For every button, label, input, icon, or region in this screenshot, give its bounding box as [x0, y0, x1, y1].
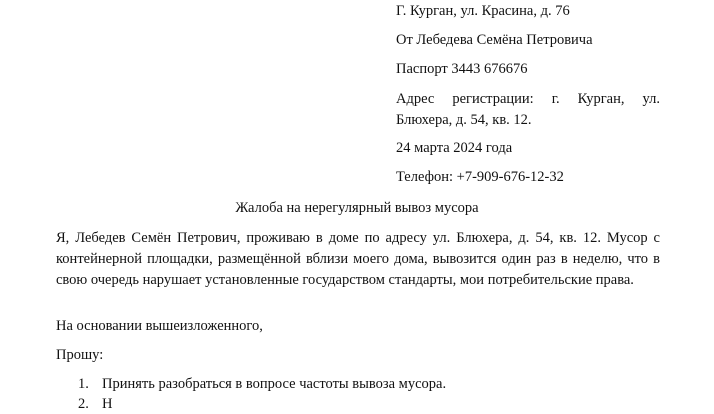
header-date-line: 24 марта 2024 года — [396, 140, 513, 156]
list-item-text: Принять разобраться в вопросе частоты вывоза мусора. — [102, 376, 447, 392]
document-title: Жалоба на нерегулярный вывоз мусора — [235, 200, 479, 216]
request-heading: Прошу: — [56, 347, 104, 363]
list-item-text: Н — [102, 396, 113, 412]
complaint-paragraph: Я, Лебедев Семён Петрович, проживаю в доме по адресу ул. Блюхера, д. 54, кв. 12. Мусор с контейнерной площадки, размещённой вблизи моего дома, вывозится один раз в неделю, что в свою очередь нарушает установленные государством стандарты, мои потребительские права. — [56, 230, 660, 288]
header-phone-line: Телефон: +7-909-676-12-32 — [396, 169, 564, 185]
header-registration-line: Адрес регистрации: г. Курган, ул. Блюхера, д. 54, кв. 12. — [396, 91, 660, 128]
list-item — [56, 394, 112, 414]
list-item-number: 1. — [78, 376, 89, 392]
list-item — [56, 374, 446, 394]
header-passport-line: Паспорт 3443 676676 — [396, 61, 528, 77]
header-address-line: Г. Курган, ул. Красина, д. 76 — [396, 3, 570, 19]
header-from-line: От Лебедева Семёна Петровича — [396, 32, 593, 48]
basis-line: На основании вышеизложенного, — [56, 318, 263, 334]
list-item-number: 2. — [78, 396, 89, 412]
